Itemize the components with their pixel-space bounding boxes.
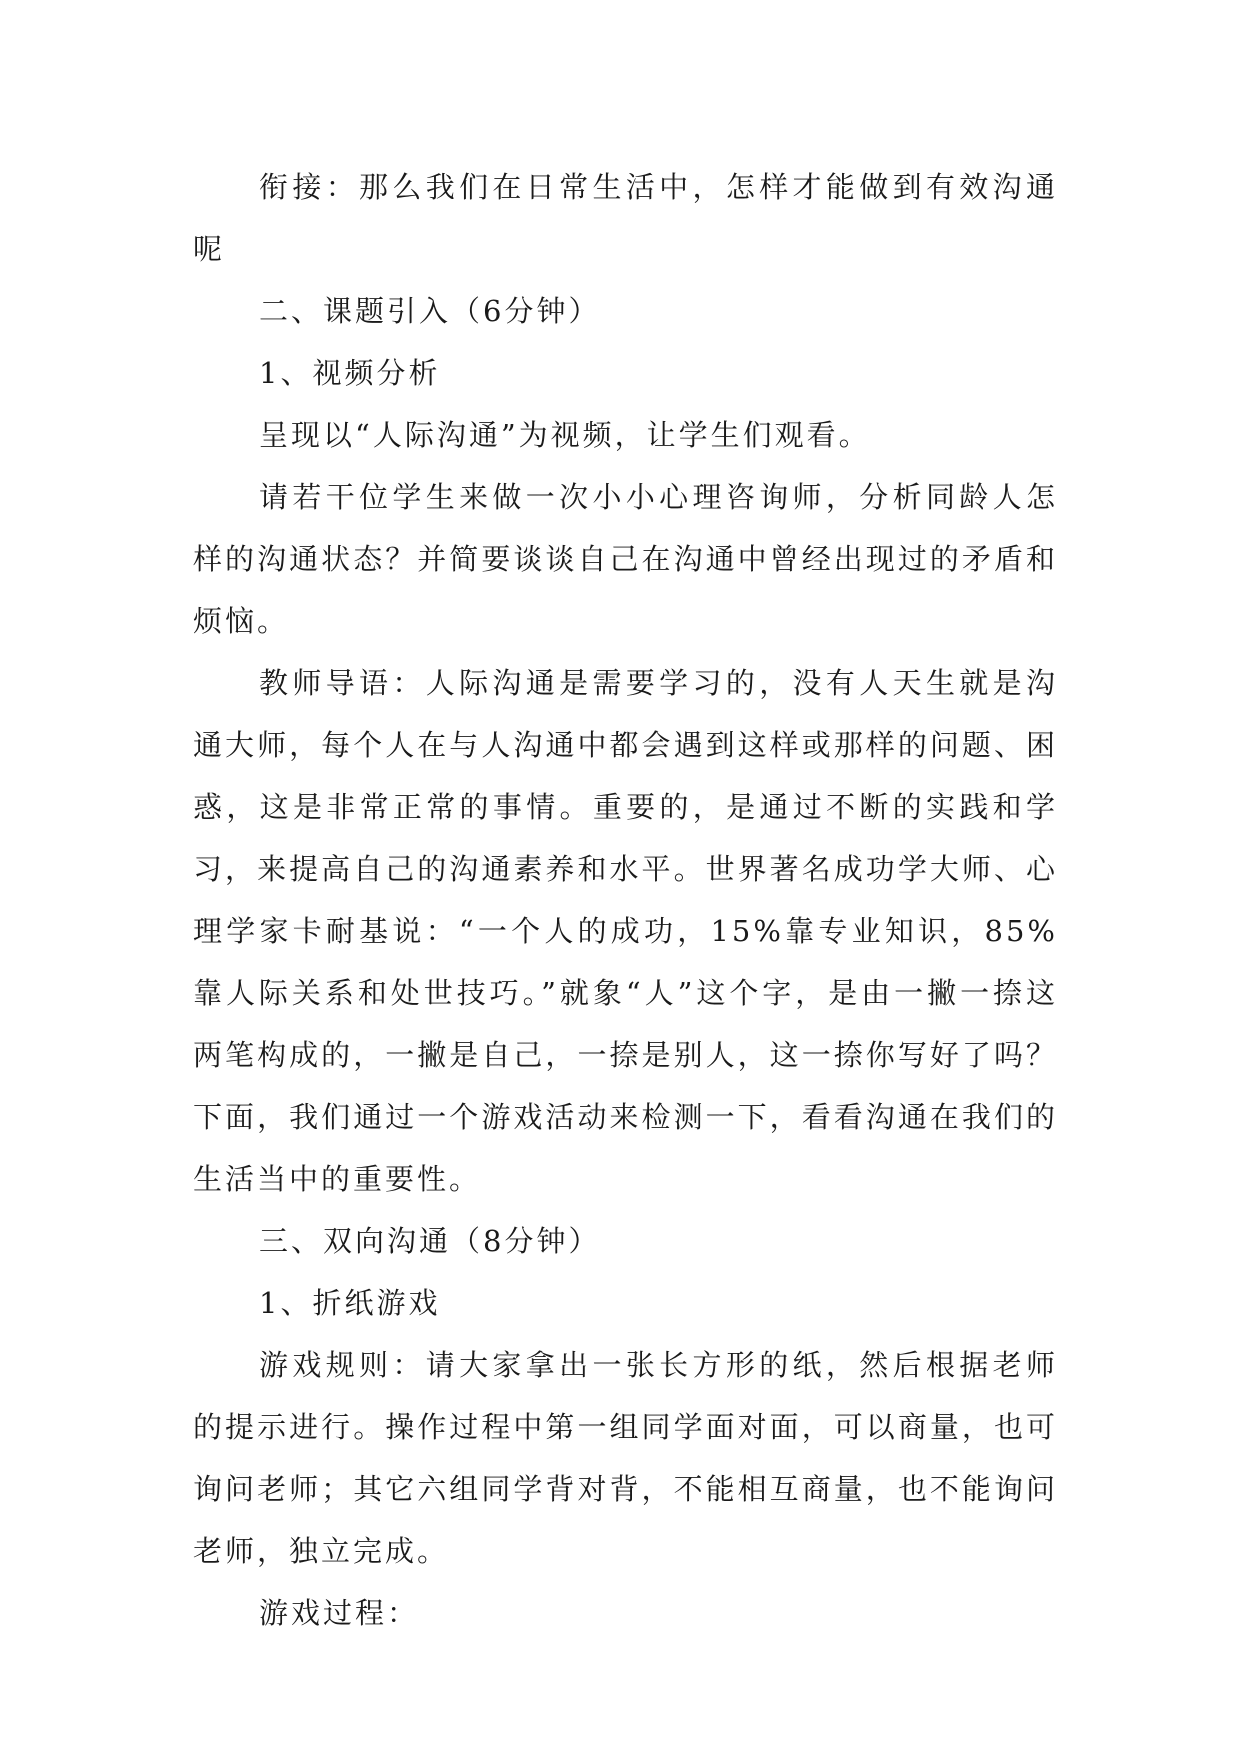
section-heading-two-way-communication: 三、双向沟通（8分钟） [259,1224,601,1258]
section-heading-topic-intro: 二、课题引入（6分钟） [259,294,601,328]
subheading-paper-folding-game: 1、折纸游戏 [259,1286,441,1320]
paragraph-transition: 衔接：那么我们在日常生活中，怎样才能做到有效沟通呢 [193,170,1058,266]
subheading-video-analysis: 1、视频分析 [259,356,441,390]
paragraph-student-counselor: 请若干位学生来做一次小小心理咨询师，分析同龄人怎样的沟通状态？并简要谈谈自己在沟通中曾经出现过的矛盾和烦恼。 [193,480,1058,638]
paragraph-teacher-guide: 教师导语：人际沟通是需要学习的，没有人天生就是沟通大师，每个人在与人沟通中都会遇到这样或那样的问题、困惑，这是非常正常的事情。重要的，是通过不断的实践和学习，来提高自己的沟通素养和水平。世界著名成功学大师、心理学家卡耐基说：“一个人的成功，15%靠专业知识，85%靠人际关系和处世技巧。”就象“人”这个字，是由一撇一捺这两笔构成的，一撇是自己，一捺是别人，这一捺你写好了吗？下面，我们通过一个游戏活动来检测一下，看看沟通在我们的生活当中的重要性。 [193,666,1058,1196]
paragraph-game-process: 游戏过程： [259,1596,420,1630]
paragraph-game-rules: 游戏规则：请大家拿出一张长方形的纸，然后根据老师的提示进行。操作过程中第一组同学面对面，可以商量，也可询问老师；其它六组同学背对背，不能相互商量，也不能询问老师，独立完成。 [193,1348,1058,1568]
document-body [193,156,1058,1644]
paragraph-video-present: 呈现以“人际沟通”为视频，让学生们观看。 [259,418,871,452]
